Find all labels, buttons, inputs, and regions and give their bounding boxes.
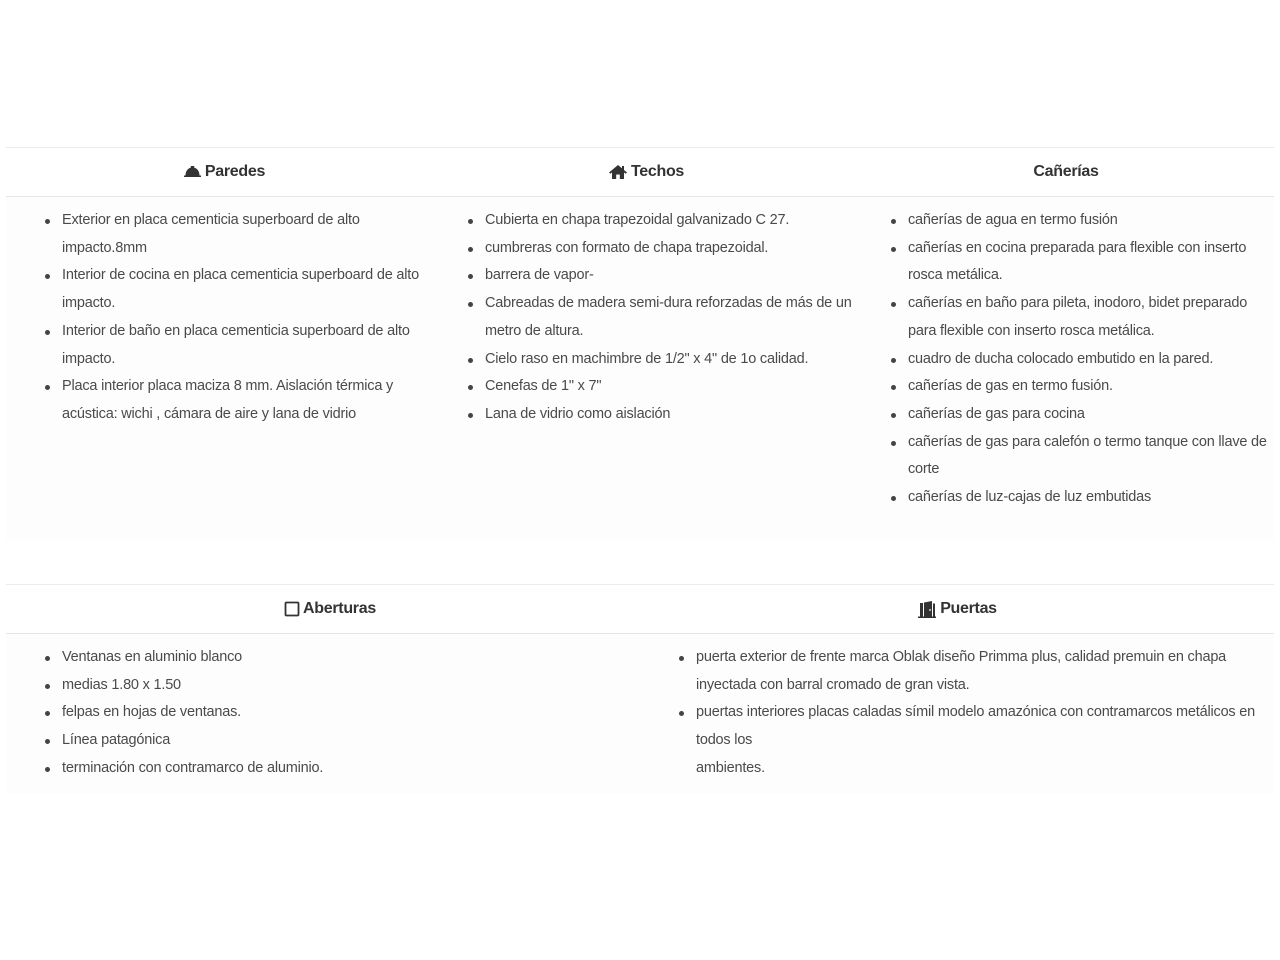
puertas-list xyxy=(674,644,1280,783)
list-item: felpas en hojas de ventanas. xyxy=(62,699,622,727)
list-item: Cenefas de 1" x 7" xyxy=(485,373,865,401)
paredes-list xyxy=(40,207,422,429)
column-title-aberturas: Aberturas xyxy=(6,585,654,633)
column-title-canerias: Cañerías xyxy=(1033,163,1099,180)
list-item: puertas interiores placas caladas símil modelo amazónica con contramarcos metálicos en todos los ambientes. xyxy=(696,699,1280,782)
techos-list xyxy=(463,207,865,429)
list-item: cañerías de gas en termo fusión. xyxy=(908,373,1280,401)
list-item: Cabreadas de madera semi-dura reforzadas de más de un metro de altura. xyxy=(485,290,865,345)
list-item: terminación con contramarco de aluminio. xyxy=(62,755,622,783)
hard-hat-icon xyxy=(183,165,202,179)
list-item: cumbreras con formato de chapa trapezoidal. xyxy=(485,235,865,263)
features-section-1 xyxy=(6,147,1274,539)
list-item: Lana de vidrio como aislación xyxy=(485,401,865,429)
list-item: puerta exterior de frente marca Oblak diseño Primma plus, calidad premuin en chapa inyectada con barral cromado de gran vista. xyxy=(696,644,1280,699)
list-item: Ventanas en aluminio blanco xyxy=(62,644,622,672)
home-icon xyxy=(608,164,628,180)
section-header-row xyxy=(6,147,1274,197)
list-item: Interior de baño en placa cementicia superboard de alto impacto. xyxy=(62,318,422,373)
list-item: Cubierta en chapa trapezoidal galvanizado C 27. xyxy=(485,207,865,235)
list-item: cañerías de agua en termo fusión xyxy=(908,207,1280,235)
features-section-2 xyxy=(6,584,1274,794)
square-outline-icon xyxy=(284,601,300,617)
list-item: cuadro de ducha colocado embutido en la pared. xyxy=(908,346,1280,374)
list-item: cañerías en cocina preparada para flexible con inserto rosca metálica. xyxy=(908,235,1280,290)
list-item: cañerías de gas para calefón o termo tanque con llave de corte xyxy=(908,429,1280,484)
column-title-paredes: Paredes xyxy=(6,148,442,196)
list-item: Placa interior placa maciza 8 mm. Aislación térmica y acústica: wichi , cámara de aire y lana de vidrio xyxy=(62,373,422,428)
canerias-list xyxy=(886,207,1280,512)
door-open-icon xyxy=(917,601,937,618)
list-item: barrera de vapor- xyxy=(485,262,865,290)
list-item: Cielo raso en machimbre de 1/2" x 4" de 1o calidad. xyxy=(485,346,865,374)
section-header-row xyxy=(6,584,1274,634)
list-item: cañerías de gas para cocina xyxy=(908,401,1280,429)
list-item: cañerías en baño para pileta, inodoro, bidet preparado para flexible con inserto rosca metálica. xyxy=(908,290,1280,345)
list-item: medias 1.80 x 1.50 xyxy=(62,672,622,700)
column-title-techos: Techos xyxy=(428,148,864,196)
list-item: Exterior en placa cementicia superboard de alto impacto.8mm xyxy=(62,207,422,262)
list-item: Línea patagónica xyxy=(62,727,622,755)
list-item: Interior de cocina en placa cementicia superboard de alto impacto. xyxy=(62,262,422,317)
aberturas-list xyxy=(40,644,622,783)
column-title-puertas: Puertas xyxy=(640,585,1274,633)
list-item: cañerías de luz-cajas de luz embutidas xyxy=(908,484,1280,512)
